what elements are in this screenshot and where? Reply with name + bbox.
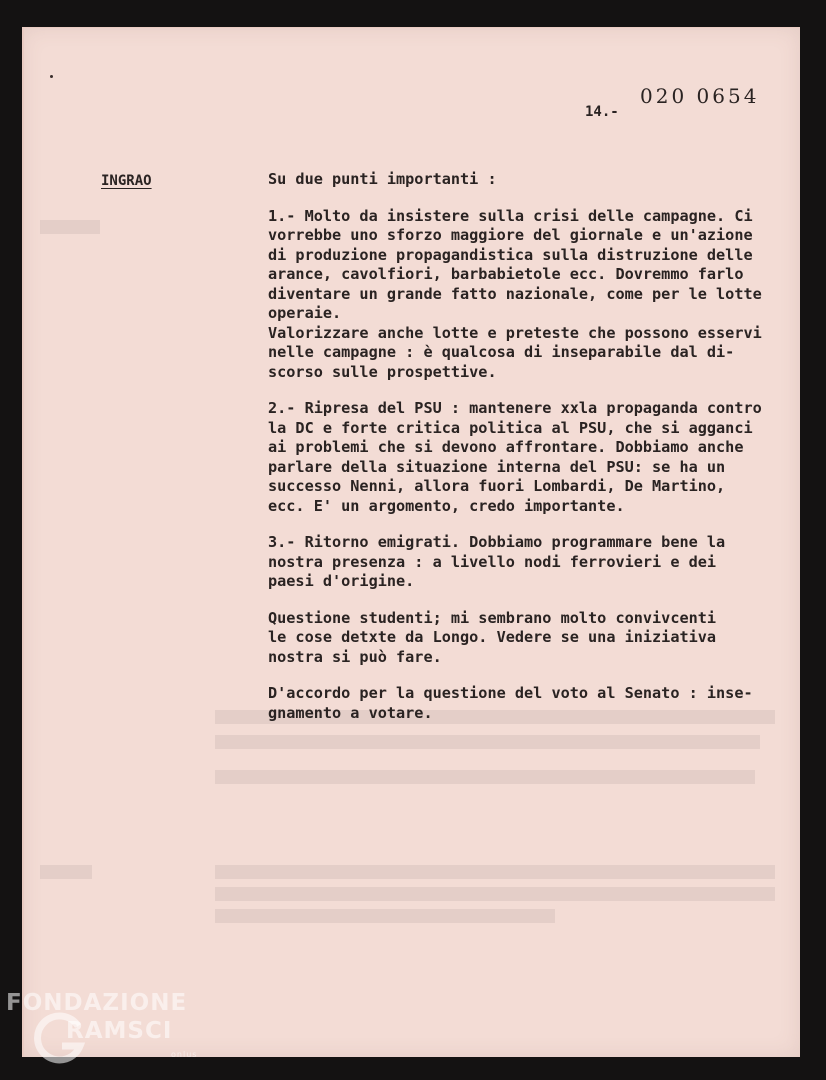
text-line: nostra si può fare.: [268, 647, 442, 666]
page-number: 14.-: [585, 104, 619, 120]
text-line: Valorizzare anche lotte e preteste che possono esservi: [268, 323, 762, 342]
bleed-through-shadow: [40, 220, 100, 234]
watermark-line-1: FONDAZIONE: [6, 990, 188, 1016]
text-line: ecc. E' un argomento, credo importante.: [268, 496, 625, 515]
text-line: paesi d'origine.: [268, 572, 415, 590]
text-line: operaie.: [268, 304, 342, 322]
paragraph-intro: [268, 170, 788, 190]
paragraph-senate-vote: [268, 684, 788, 723]
text-line: parlare della situazione interna del PSU: se ha un: [268, 457, 726, 476]
speaker-name: INGRAO: [101, 173, 152, 189]
text-line: scorso sulle prospettive.: [268, 362, 497, 381]
text-line: di produzione propagandistica sulla distruzione delle: [268, 245, 753, 264]
paragraph-students: [268, 609, 788, 668]
text-line: 2.- Ripresa del PSU : mantenere xxla propaganda contro: [268, 399, 762, 417]
text-line: Questione studenti; mi sembrano molto convivcenti: [268, 608, 717, 627]
text-line: successo Nenni, allora fuori Lombardi, De Martino,: [268, 477, 726, 495]
paragraph-point-2: [268, 399, 788, 516]
text-line: gnamento a votare.: [268, 703, 433, 722]
text-line: nostra presenza : a livello nodi ferrovieri e dei: [268, 552, 717, 571]
bleed-through-shadow: [215, 887, 775, 901]
speech-body: [268, 170, 788, 723]
text-line: diventare un grande fatto nazionale, come per le lotte: [268, 284, 762, 303]
archive-document-number: 020 0654: [640, 84, 760, 108]
paragraph-point-3: [268, 533, 788, 592]
text-line: 3.- Ritorno emigrati. Dobbiamo programmare bene la: [268, 533, 726, 551]
bleed-through-shadow: [215, 770, 755, 784]
fondazione-gramsci-watermark: [6, 990, 206, 1070]
text-line: Su due punti importanti :: [268, 170, 497, 188]
text-line: ai problemi che si devono affrontare. Dobbiamo anche: [268, 438, 744, 456]
bleed-through-shadow: [215, 865, 775, 879]
page-mark-dot: [50, 75, 53, 78]
text-line: le cose detxte da Longo. Vedere se una iniziativa: [268, 628, 717, 646]
bleed-through-shadow: [40, 865, 92, 879]
text-line: nelle campagne : è qualcosa di inseparabile dal di-: [268, 343, 735, 361]
text-line: la DC e forte critica politica al PSU, che si agganci: [268, 418, 753, 437]
text-line: arance, cavolfiori, barbabietole ecc. Dovremmo farlo: [268, 265, 744, 283]
watermark-suffix: onlus: [171, 1050, 198, 1059]
watermark-line-2: RAMSCI: [66, 1018, 173, 1044]
paragraph-point-1: [268, 207, 788, 383]
bleed-through-shadow: [215, 735, 760, 749]
text-line: 1.- Molto da insistere sulla crisi delle campagne. Ci: [268, 206, 753, 225]
text-line: vorrebbe uno sforzo maggiore del giornale e un'azione: [268, 226, 753, 244]
bleed-through-shadow: [215, 909, 555, 923]
text-line: D'accordo per la questione del voto al Senato : inse-: [268, 684, 753, 702]
